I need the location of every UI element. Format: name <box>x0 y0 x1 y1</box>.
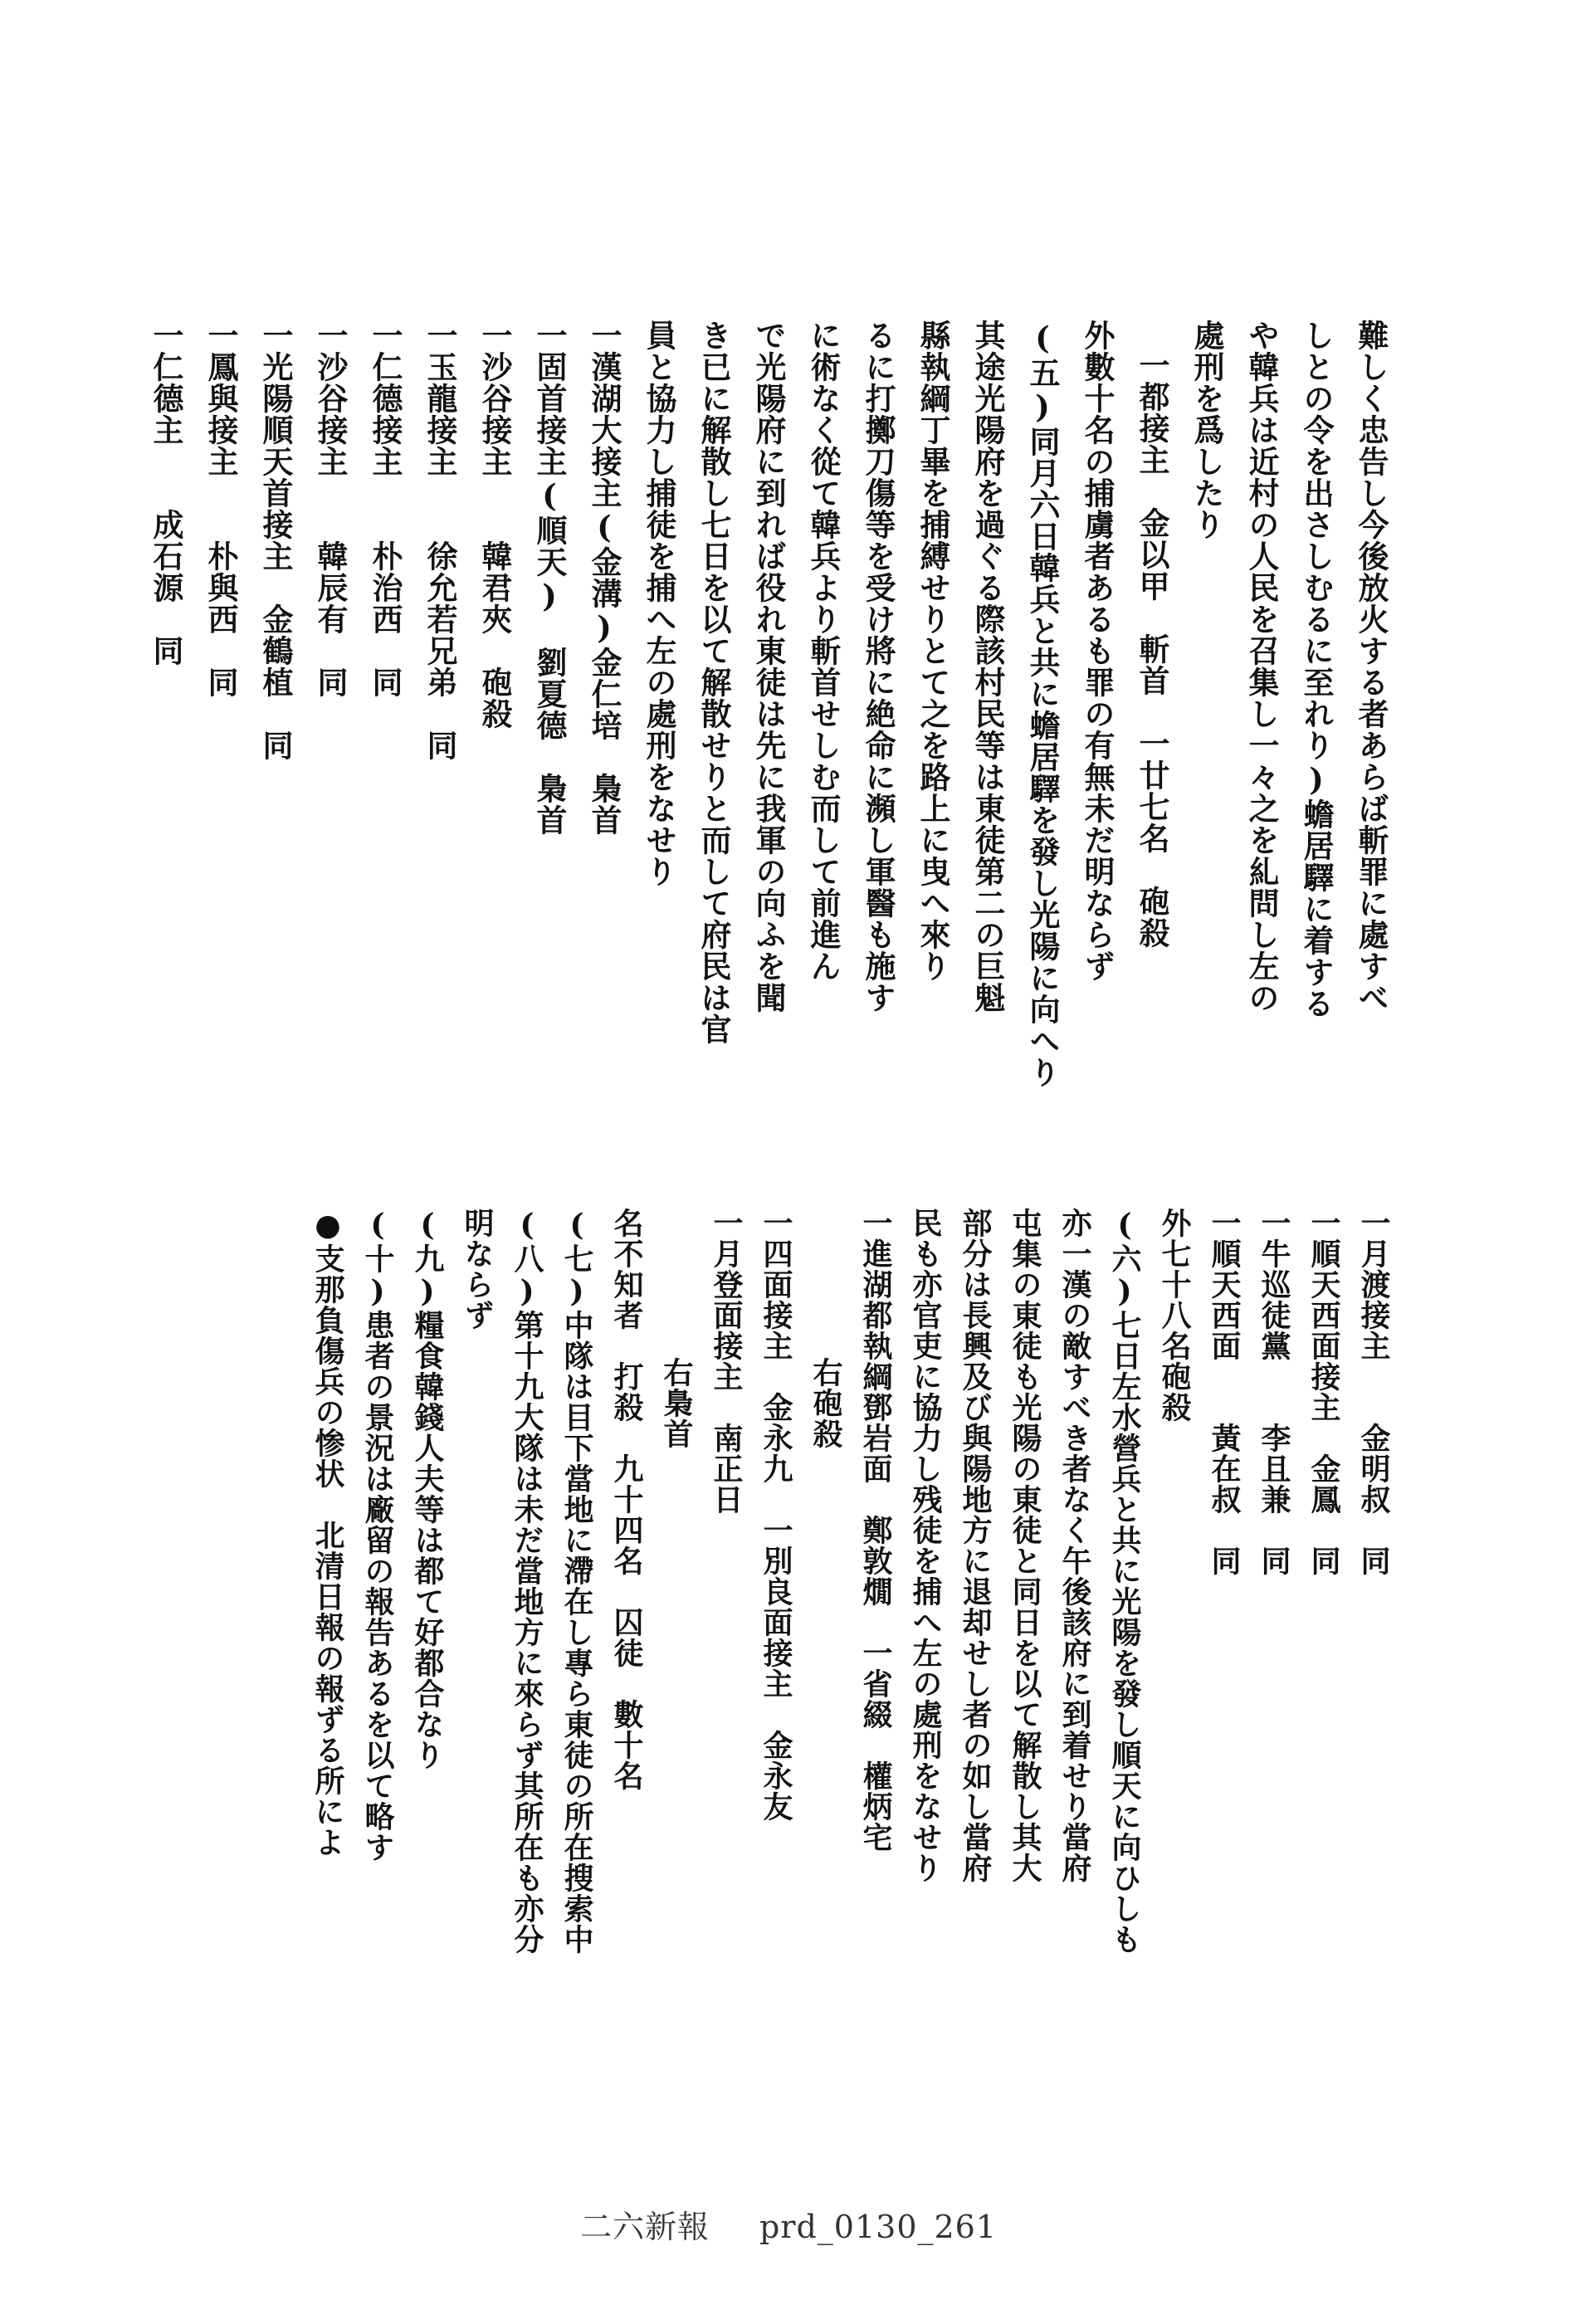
article-column: (八)第十九大隊は未だ當地方に來らず其所在も亦分 <box>510 1208 544 1955</box>
article-column: (五)同月六日韓兵と共に蟾居驛を發し光陽に向へり <box>1024 320 1061 1088</box>
article-column: に術なく從て韓兵より斬首せしむ而して前進ん <box>805 320 842 982</box>
execution-list-item: 一仁德主 成石源 同 <box>148 320 184 666</box>
execution-list-item: 一仁德接主 朴治西 同 <box>367 320 403 698</box>
article-column: (七)中隊は目下當地に滯在し專ら東徒の所在搜索中 <box>559 1208 594 1955</box>
execution-list-item: 一月渡接主 金明叔 同 <box>1356 1208 1391 1576</box>
upper-article-block <box>148 320 1399 1166</box>
execution-list-item: 一漢湖大接主(金溝)金仁培 梟首 <box>586 320 622 836</box>
article-column: 亦一漢の敵すべき者なく午後該府に到着せり當府 <box>1057 1208 1092 1883</box>
article-column: (六)七日左水營兵と共に光陽を發し順天に向ひしも <box>1107 1208 1142 1955</box>
article-column: (九)糧食韓錢人夫等は都て好都合なり <box>410 1208 445 1770</box>
article-column: 員と協力し捕徒を捕へ左の處刑をなせり <box>641 320 677 887</box>
article-headline: ●支那負傷兵の惨状 北清日報の報ずる所によ <box>310 1208 345 1858</box>
article-column: (十)患者の景況は廠留の報告あるを以て略す <box>360 1208 395 1863</box>
execution-list-item: 一牛巡徒黨 李且兼 同 <box>1257 1208 1291 1576</box>
execution-list-item: 一順天西面接主 金鳳 同 <box>1306 1208 1341 1576</box>
article-column: 難しく忠告し今後放火する者あらば斬罪に處すべ <box>1353 320 1389 1013</box>
article-column: で光陽府に到れば役れ東徒は先に我軍の向ふを聞 <box>750 320 787 1013</box>
article-column: 明ならず <box>460 1208 495 1330</box>
article-column: 一都接主 金以甲 斬首 一廿七名 砲殺 <box>1134 349 1170 949</box>
article-column: 縣執綱丁畢を捕縛せりとて之を路上に曳へ來り <box>915 320 951 982</box>
article-column: 外七十八名砲殺 <box>1157 1208 1192 1423</box>
article-column: しとの令を出さしむるに至れり)蟾居驛に着する <box>1298 320 1335 1019</box>
execution-list-note: 右砲殺 <box>808 1357 843 1449</box>
article-column: るに打擲刀傷等を受け將に絶命に瀕し軍醫も施す <box>860 320 896 1013</box>
source-title: 二六新報 <box>579 2209 710 2245</box>
execution-list-item: 一順天西面 黃在叔 同 <box>1207 1208 1242 1576</box>
execution-list-item: 一固首接主(順天) 劉夏德 梟首 <box>531 320 568 836</box>
execution-list-item: 一鳳與接主 朴與西 同 <box>203 320 239 698</box>
article-column: 處刑を爲したり <box>1189 320 1225 540</box>
execution-list-item: 一進湖都執綱鄧岩面 鄭敦燗 一省綴 權炳宅 <box>858 1208 893 1853</box>
article-column: き已に解散し七日を以て解散せりと而して府民は官 <box>696 320 732 1045</box>
article-column: 屯集の東徒も光陽の東徒と同日を以て解散し其大 <box>1008 1208 1042 1883</box>
article-column: 部分は長興及び與陽地方に退却せし者の如し當府 <box>958 1208 993 1883</box>
article-column: や韓兵は近村の人民を召集し一々之を糺問し左の <box>1243 320 1280 1013</box>
article-column: 其途光陽府を過ぐる際該村民等は東徒第二の巨魁 <box>969 320 1006 1013</box>
execution-list-item: 一光陽順天首接主 金鶴植 同 <box>257 320 294 761</box>
article-column: 民も亦官吏に協力し残徒を捕へ左の處刑をなせり <box>908 1208 943 1883</box>
article-column: 外數十名の捕虜者あるも罪の有無未だ明ならず <box>1079 320 1116 982</box>
execution-list-item: 一沙谷接主 韓君夾 砲殺 <box>476 320 513 730</box>
article-column: 名不知者 打殺 九十四名 囚徒 數十名 <box>609 1208 644 1791</box>
page-footer <box>0 2201 1577 2247</box>
execution-list-item: 一四面接主 金永九 一別良面接主 金永友 <box>759 1208 793 1822</box>
execution-list-item: 一沙谷接主 韓辰有 同 <box>312 320 349 698</box>
lower-article-block <box>310 1208 1399 2054</box>
page-id: prd_0130_261 <box>759 2209 998 2245</box>
execution-list-item: 一月登面接主 南正日 <box>709 1208 744 1515</box>
execution-list-note: 右梟首 <box>659 1357 694 1449</box>
execution-list-item: 一玉龍接主 徐允若兄弟 同 <box>422 320 458 761</box>
